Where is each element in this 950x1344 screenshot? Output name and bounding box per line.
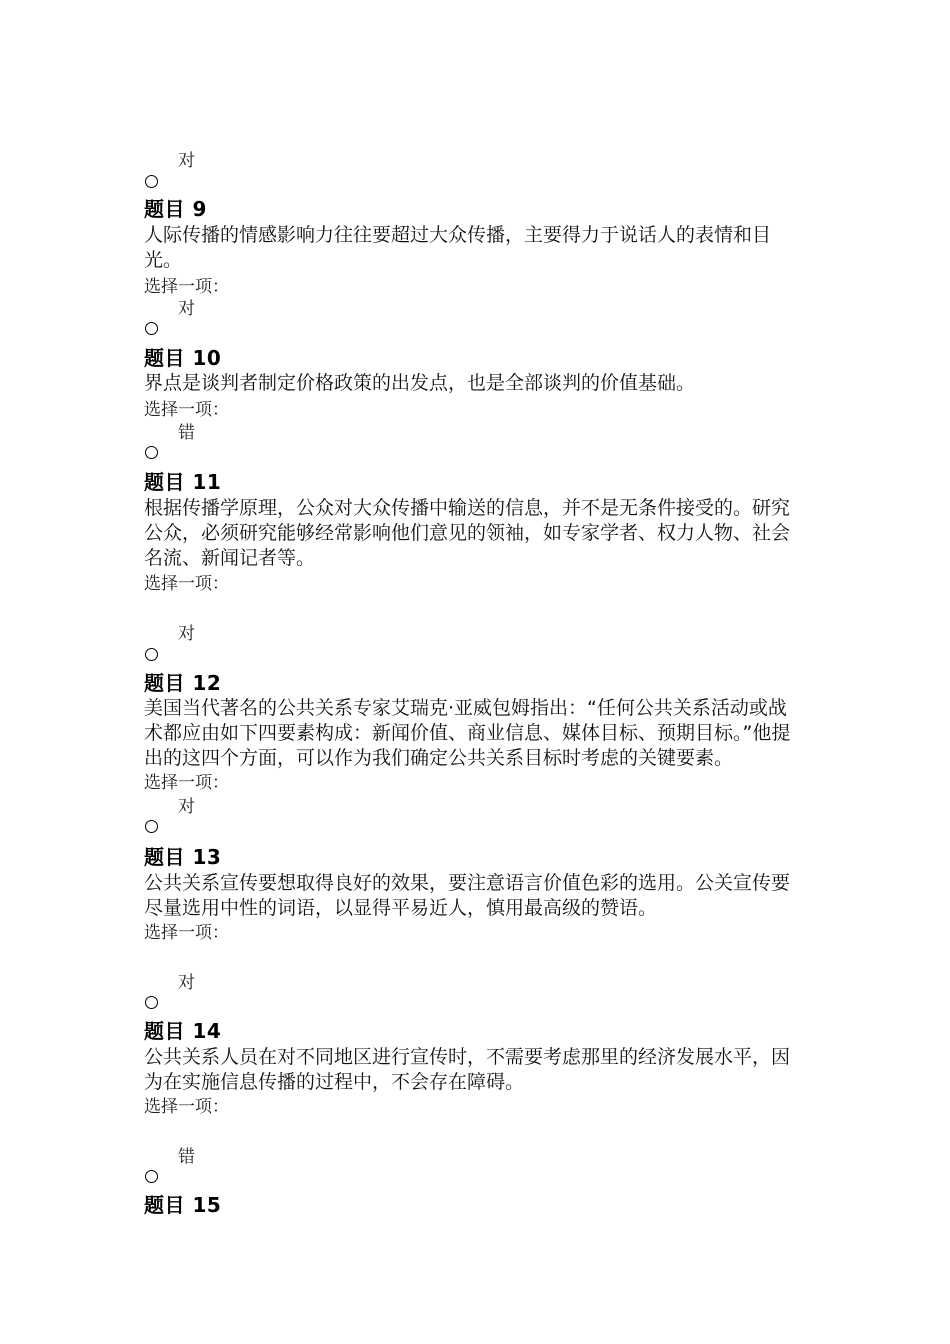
question-title: 题目 10 — [144, 346, 222, 370]
question-text-line: 名流、新闻记者等。 — [144, 547, 316, 569]
question-text — [144, 371, 809, 396]
question-text-line: 公共关系人员在对不同地区进行宣传时，不需要考虑那里的经济发展水平，因 — [144, 1046, 791, 1068]
choose-one-label: 选择一项： — [144, 1097, 229, 1117]
answer-radio[interactable] — [145, 446, 158, 459]
answer-radio[interactable] — [145, 322, 158, 335]
question-text-line: 术都应由如下四要素构成：新闻价值、商业信息、媒体目标、预期目标。”他提 — [144, 722, 791, 744]
question-text-line: 人际传播的情感影响力往往要超过大众传播，主要得力于说话人的表情和目 — [144, 224, 772, 246]
answer-option-label: 错 — [178, 423, 195, 443]
choose-one-label: 选择一项： — [144, 773, 229, 793]
question-title: 题目 12 — [144, 671, 222, 695]
answer-radio[interactable] — [145, 996, 158, 1009]
answer-option-label: 对 — [178, 624, 195, 644]
question-title: 题目 11 — [144, 470, 222, 494]
question-text — [144, 496, 809, 571]
answer-radio[interactable] — [145, 820, 158, 833]
question-title: 题目 13 — [144, 845, 222, 869]
choose-one-label: 选择一项： — [144, 574, 229, 594]
question-title: 题目 15 — [144, 1193, 222, 1217]
question-text-line: 公众，必须研究能够经常影响他们意见的领袖，如专家学者、权力人物、社会 — [144, 522, 791, 544]
question-text — [144, 696, 809, 771]
question-text-line: 尽量选用中性的词语，以显得平易近人，慎用最高级的赞语。 — [144, 897, 658, 919]
question-text-line: 美国当代著名的公共关系专家艾瑞克·亚威包姆指出：“任何公共关系活动或战 — [144, 697, 787, 719]
answer-option-label: 错 — [178, 1147, 195, 1167]
answer-radio[interactable] — [145, 175, 158, 188]
answer-option-label: 对 — [178, 797, 195, 817]
question-text-line: 根据传播学原理，公众对大众传播中输送的信息，并不是无条件接受的。研究 — [144, 497, 791, 519]
question-text — [144, 1045, 809, 1095]
answer-radio[interactable] — [145, 648, 158, 661]
answer-option-label: 对 — [178, 973, 195, 993]
answer-option-label: 对 — [178, 151, 195, 171]
question-title: 题目 9 — [144, 197, 207, 221]
question-text — [144, 871, 809, 921]
choose-one-label: 选择一项： — [144, 400, 229, 420]
answer-radio[interactable] — [145, 1170, 158, 1183]
question-text-line: 公共关系宣传要想取得良好的效果，要注意语言价值色彩的选用。公关宣传要 — [144, 872, 791, 894]
question-text-line: 界点是谈判者制定价格政策的出发点，也是全部谈判的价值基础。 — [144, 372, 696, 394]
question-text — [144, 223, 809, 273]
question-text-line: 为在实施信息传播的过程中，不会存在障碍。 — [144, 1071, 525, 1093]
question-title: 题目 14 — [144, 1019, 222, 1043]
choose-one-label: 选择一项： — [144, 277, 229, 297]
choose-one-label: 选择一项： — [144, 923, 229, 943]
question-text-line: 光。 — [144, 249, 183, 271]
question-text-line: 出的这四个方面，可以作为我们确定公共关系目标时考虑的关键要素。 — [144, 747, 734, 769]
answer-option-label: 对 — [178, 299, 195, 319]
